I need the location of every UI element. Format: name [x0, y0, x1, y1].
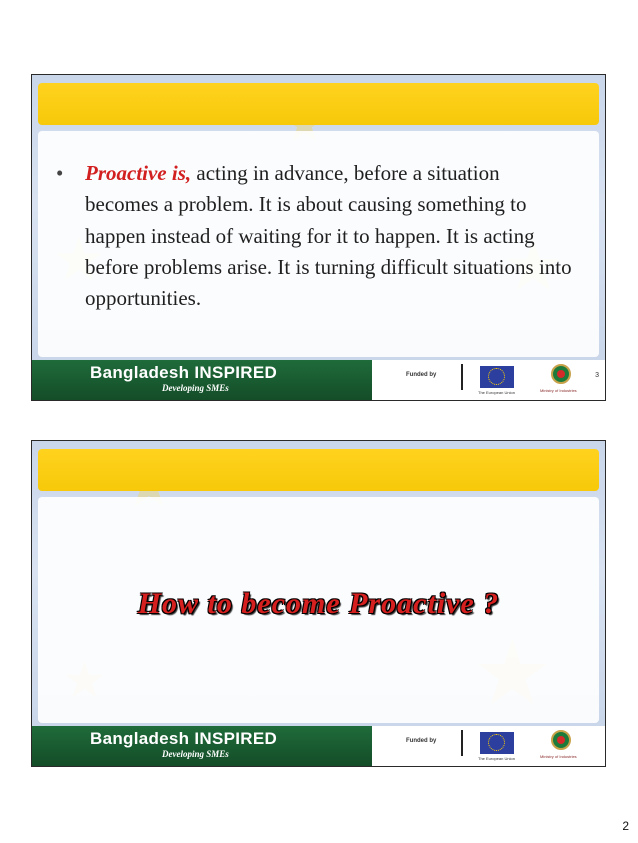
- funded-by-label: Funded by: [406, 372, 437, 378]
- slide-number: 3: [595, 372, 599, 379]
- gov-caption: Ministry of Industries: [540, 388, 577, 393]
- bullet-dot-icon: •: [56, 161, 64, 185]
- brand-tagline: Developing SMEs: [162, 383, 229, 393]
- footer-sponsor-panel: [372, 360, 605, 400]
- page-number: 2: [622, 819, 629, 833]
- bullet-item: [56, 158, 576, 314]
- slide-3: [31, 74, 606, 401]
- eu-caption: The European Union: [478, 756, 515, 761]
- title-band: [38, 83, 599, 125]
- gov-caption: Ministry of Industries: [540, 754, 577, 759]
- divider: [461, 364, 463, 390]
- eu-caption: The European Union: [478, 390, 515, 395]
- title-band: [38, 449, 599, 491]
- bullet-text: acting in advance, before a situation becomes a problem. It is about causing something to happen instead of waiting for it to happen. It is acting before problems arise. It is turning difficult situations into opportunities.: [85, 161, 572, 311]
- brand-name: Bangladesh INSPIRED: [90, 363, 278, 382]
- slide-4: [31, 440, 606, 767]
- footer-brand-panel: [32, 726, 372, 766]
- bullet-list: [56, 158, 576, 314]
- footer-brand-panel: [32, 360, 372, 400]
- bangladesh-emblem-icon: [551, 730, 571, 750]
- heading-wrap: [32, 587, 605, 621]
- eu-flag-icon: [480, 732, 514, 754]
- bullet-term: Proactive is,: [85, 161, 192, 185]
- brand-name: Bangladesh INSPIRED: [90, 729, 278, 748]
- footer-sponsor-panel: [372, 726, 605, 766]
- slide-footer: [32, 726, 605, 766]
- eu-flag-icon: [480, 366, 514, 388]
- divider: [461, 730, 463, 756]
- bangladesh-emblem-icon: [551, 364, 571, 384]
- brand-tagline: Developing SMEs: [162, 749, 229, 759]
- slide-heading: How to become Proactive ?: [137, 587, 500, 620]
- slide-footer: [32, 360, 605, 400]
- funded-by-label: Funded by: [406, 738, 437, 744]
